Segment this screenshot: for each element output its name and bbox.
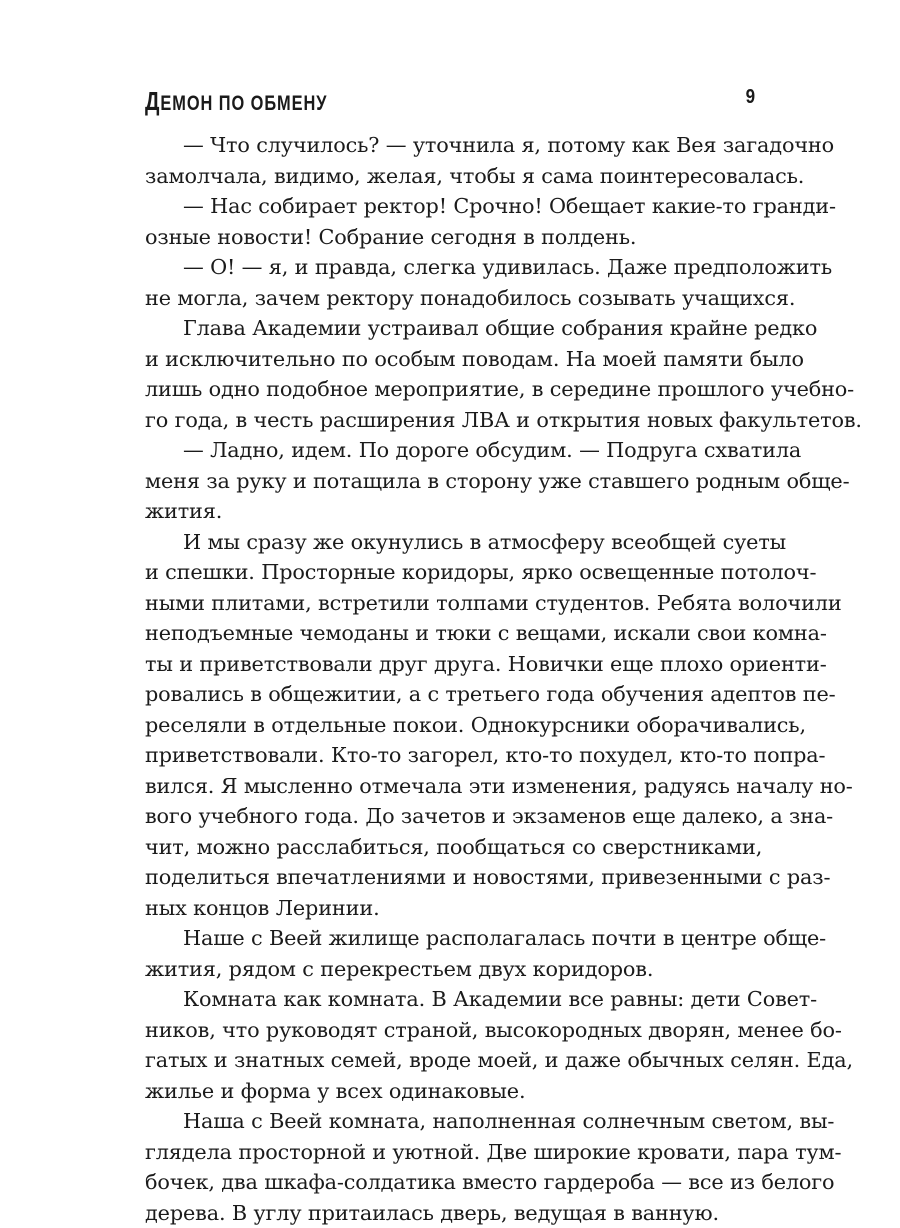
text-line: лишь одно подобное мероприятие, в середине прошлого учебно-: [145, 374, 757, 405]
text-line: и спешки. Просторные коридоры, ярко освещенные потолоч-: [145, 557, 757, 588]
text-line: ных концов Леринии.: [145, 893, 757, 924]
text-line: неподъемные чемоданы и тюки с вещами, искали свои комна-: [145, 618, 757, 649]
text-line: вился. Я мысленно отмечала эти изменения, радуясь началу но-: [145, 771, 757, 802]
text-line: вого учебного года. До зачетов и экзаменов еще далеко, а зна-: [145, 801, 757, 832]
text-line: — Нас собирает ректор! Срочно! Обещает какие-то гранди-: [145, 191, 757, 222]
text-line: поделиться впечатлениями и новостями, привезенными с раз-: [145, 862, 757, 893]
running-title-rest: ЕМОН ПО ОБМЕНУ: [160, 92, 327, 115]
text-line: ты и приветствовали друг друга. Новички еще плохо ориенти-: [145, 649, 757, 680]
text-line: И мы сразу же окунулись в атмосферу всеобщей суеты: [145, 527, 757, 558]
text-line: — О! — я, и правда, слегка удивилась. Даже предположить: [145, 252, 757, 283]
text-line: приветствовали. Кто-то загорел, кто-то похудел, кто-то попра-: [145, 740, 757, 771]
text-line: реселяли в отдельные покои. Однокурсники оборачивались,: [145, 710, 757, 741]
text-line: ровались в общежитии, а с третьего года обучения адептов пе-: [145, 679, 757, 710]
page-header: [145, 86, 755, 118]
text-line: Комната как комната. В Академии все равны: дети Совет-: [145, 984, 757, 1015]
running-title-initial: Д: [145, 86, 160, 116]
text-line: жития.: [145, 496, 757, 527]
text-line: и исключительно по особым поводам. На моей памяти было: [145, 344, 757, 375]
text-line: чит, можно расслабиться, пообщаться со сверстниками,: [145, 832, 757, 863]
text-line: бочек, два шкафа-солдатика вместо гардероба — все из белого: [145, 1167, 757, 1198]
text-line: жилье и форма у всех одинаковые.: [145, 1076, 757, 1107]
text-line: замолчала, видимо, желая, чтобы я сама поинтересовалась.: [145, 161, 757, 192]
text-line: Наша с Веей комната, наполненная солнечным светом, вы-: [145, 1106, 757, 1137]
text-line: — Что случилось? — уточнила я, потому как Вея загадочно: [145, 130, 757, 161]
text-line: ников, что руководят страной, высокородных дворян, менее бо-: [145, 1015, 757, 1046]
text-line: глядела просторной и уютной. Две широкие кровати, пара тум-: [145, 1137, 757, 1168]
text-line: меня за руку и потащила в сторону уже ставшего родным обще-: [145, 466, 757, 497]
running-title: [145, 86, 327, 117]
text-line: жития, рядом с перекрестьем двух коридоров.: [145, 954, 757, 985]
text-line: не могла, зачем ректору понадобилось созывать учащихся.: [145, 283, 757, 314]
text-line: ными плитами, встретили толпами студентов. Ребята волочили: [145, 588, 757, 619]
text-line: Наше с Веей жилище располагалась почти в центре обще-: [145, 923, 757, 954]
body-text: [145, 130, 757, 1228]
text-line: — Ладно, идем. По дороге обсудим. — Подруга схватила: [145, 435, 757, 466]
text-line: Глава Академии устраивал общие собрания крайне редко: [145, 313, 757, 344]
text-line: озные новости! Собрание сегодня в полдень.: [145, 222, 757, 253]
page-number: 9: [746, 86, 755, 109]
text-line: го года, в честь расширения ЛВА и открытия новых факультетов.: [145, 405, 757, 436]
text-line: дерева. В углу притаилась дверь, ведущая в ванную.: [145, 1198, 757, 1228]
text-line: гатых и знатных семей, вроде моей, и даже обычных селян. Еда,: [145, 1045, 757, 1076]
